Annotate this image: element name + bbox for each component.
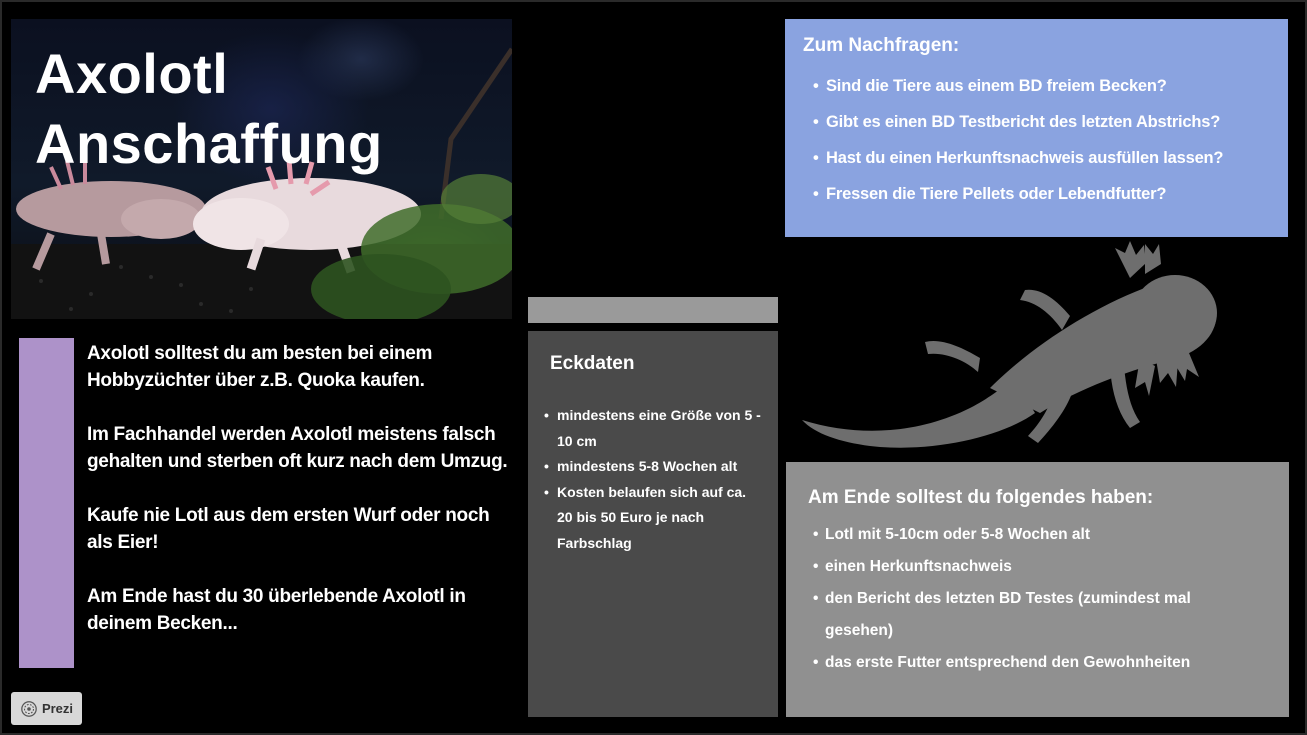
list-item: • Lotl mit 5-10cm oder 5-8 Wochen alt (813, 519, 1253, 551)
ende-box (786, 462, 1289, 717)
intro-paragraph-3: Kaufe nie Lotl aus dem ersten Wurf oder noch als Eier! (87, 505, 490, 553)
list-item: • den Bericht des letzten BD Testes (zumindest mal gesehen) (813, 583, 1253, 647)
prezi-button[interactable] (11, 692, 82, 725)
page-title (35, 39, 383, 179)
nachfragen-list (813, 68, 1223, 212)
intro-text (87, 340, 512, 664)
accent-bar (19, 338, 74, 668)
list-item: • Sind die Tiere aus einem BD freiem Becken? (813, 68, 1223, 104)
eckdaten-list (544, 403, 764, 556)
list-item: • Hast du einen Herkunftsnachweis ausfüllen lassen? (813, 140, 1223, 176)
intro-paragraph-4: Am Ende hast du 30 überlebende Axolotl in deinem Becken... (87, 586, 466, 634)
intro-paragraph-2: Im Fachhandel werden Axolotl meistens falsch gehalten und sterben oft kurz nach dem Umzug. (87, 424, 508, 472)
prezi-logo-icon (20, 700, 38, 718)
list-item: • Kosten belaufen sich auf ca. 20 bis 50 Euro je nach Farbschlag (544, 480, 764, 557)
intro-paragraph-1: Axolotl solltest du am besten bei einem Hobbyzüchter über z.B. Quoka kaufen. (87, 343, 433, 391)
ende-list (813, 519, 1253, 679)
list-item: • mindestens eine Größe von 5 - 10 cm (544, 403, 764, 454)
title-line-2: Anschaffung (35, 112, 383, 175)
list-item: • Fressen die Tiere Pellets oder Lebendfutter? (813, 176, 1223, 212)
nachfragen-heading: Zum Nachfragen: (803, 35, 960, 56)
axolotl-silhouette-icon (800, 238, 1220, 460)
prezi-label: Prezi (41, 701, 74, 716)
eckdaten-box (528, 331, 778, 717)
list-item: • das erste Futter entsprechend den Gewohnheiten (813, 647, 1253, 679)
title-line-1: Axolotl (35, 42, 229, 105)
ende-heading: Am Ende solltest du folgendes haben: (808, 487, 1154, 508)
list-item: • mindestens 5-8 Wochen alt (544, 454, 764, 480)
list-item: • einen Herkunftsnachweis (813, 551, 1253, 583)
nachfragen-box (785, 19, 1288, 237)
hero-image (11, 19, 512, 319)
list-item: • Gibt es einen BD Testbericht des letzten Abstrichs? (813, 104, 1223, 140)
divider-stripe (528, 297, 778, 323)
eckdaten-heading: Eckdaten (550, 353, 635, 374)
